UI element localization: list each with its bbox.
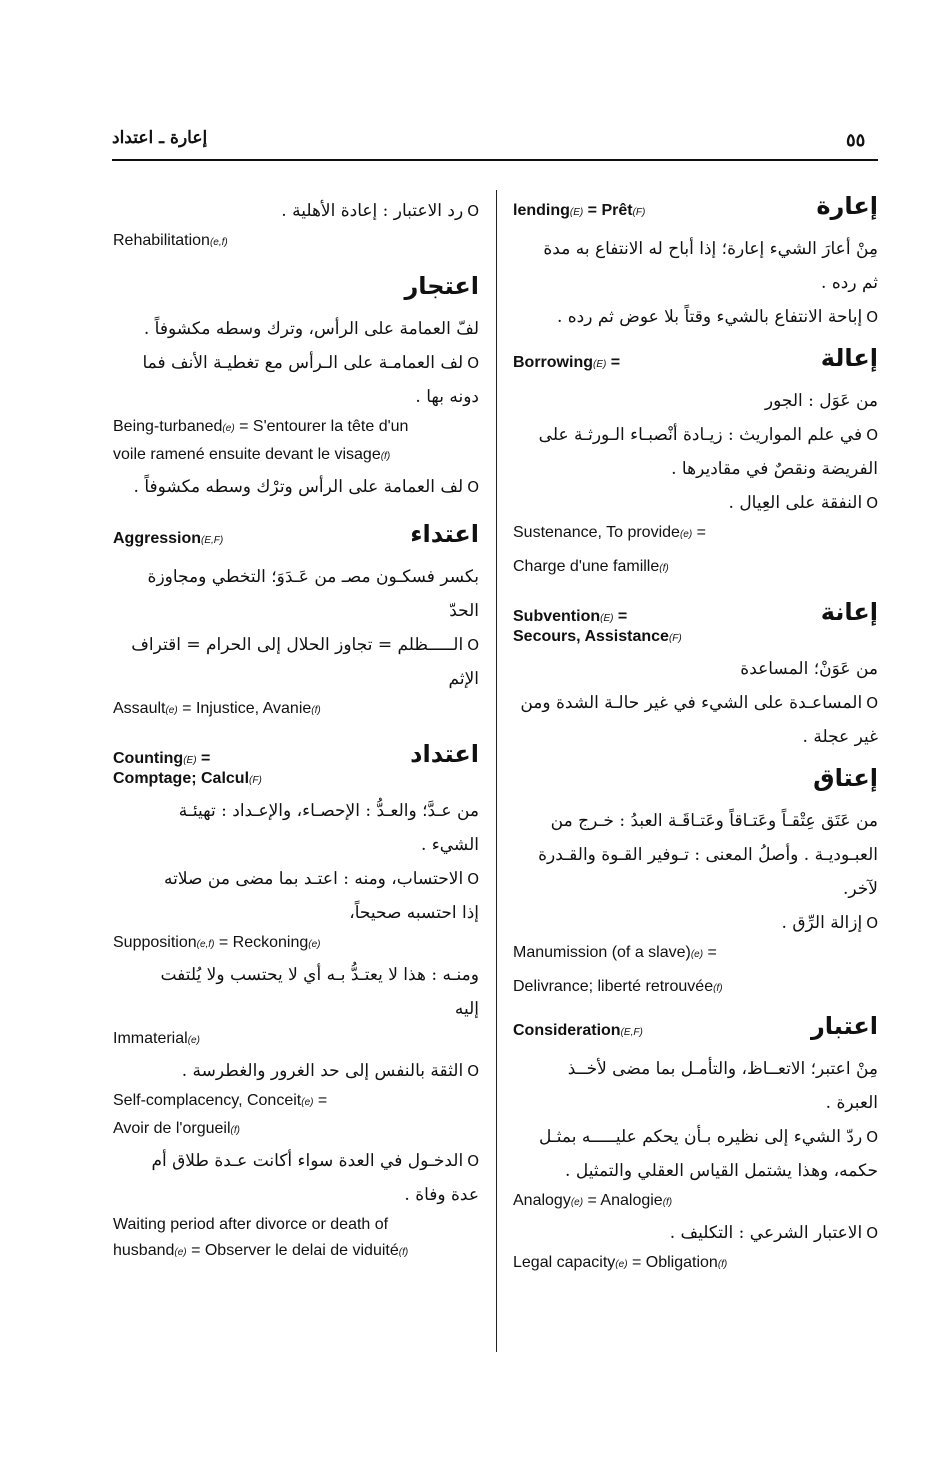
bullet-mark: O <box>866 1128 878 1146</box>
definition-line: من عَوَل : الجور <box>764 391 878 411</box>
bullet-mark: O <box>467 202 479 220</box>
bullet-mark: O <box>866 1224 878 1242</box>
definition-line: لفّ العمامة على الرأس، وترك وسطه مكشوفاً . <box>143 319 479 339</box>
headword-equivalents-fr: Secours, Assistance(F) <box>513 628 682 645</box>
entry-head-itidad <box>113 740 479 780</box>
bullet-line: Oالاحتساب، ومنه : اعتـد بما مضى من صلاته <box>164 869 479 889</box>
entry-head-iala <box>513 344 878 384</box>
translation-line: Analogy(e) = Analogie(f) <box>513 1192 673 1209</box>
bullet-line: Oالنفقة على العِيال . <box>728 493 878 513</box>
definition-line: الشيء . <box>420 835 479 855</box>
headword: إعارة <box>816 192 878 220</box>
bullet-mark: O <box>467 354 479 372</box>
bullet-mark: O <box>866 694 878 712</box>
bullet-mark: O <box>467 870 479 888</box>
translation-line: Supposition(e,f) = Reckoning(e) <box>113 934 321 951</box>
column-divider <box>496 190 497 1352</box>
definition-line: ومنـه : هذا لا يعتـدُّ بـه أي لا يحتسب ولا يُلتفت <box>160 965 479 985</box>
bullet-line: Oلف العمامـة على الـرأس مع تغطيـة الأنف فما <box>142 353 479 373</box>
definition-line: الإثم <box>448 669 479 689</box>
bullet-mark: O <box>467 478 479 496</box>
translation-line: Being-turbaned(e) = S'entourer la tête d'un <box>113 418 409 435</box>
entry-head-itijar <box>113 272 479 312</box>
definition-line: العبـوديـة . وأصلُ المعنى : تـوفير القـوة والقـدرة <box>538 845 878 865</box>
bullet-mark: O <box>467 1062 479 1080</box>
entry-head-itibar <box>513 1012 878 1052</box>
bullet-line: Oإزالة الرِّق . <box>781 913 878 933</box>
definition-line: من عـدَّ؛ والعـدُّ : الإحصـاء، والإعـداد : تهيئـة <box>178 801 479 821</box>
headword-equivalents: Consideration(E,F) <box>513 1022 643 1039</box>
definition-line: بكسر فسكـون مصـ من عَـدَوَ؛ التخطي ومجاوزة <box>147 567 479 587</box>
translation-line: Assault(e) = Injustice, Avanie(f) <box>113 700 321 717</box>
headword-equivalents: Borrowing(E) = <box>513 354 621 371</box>
entry-head-iana <box>513 598 878 638</box>
translation-line: Avoir de l'orgueil(f) <box>113 1120 240 1137</box>
bullet-line: Oردّ الشيء إلى نظيره بـأن يحكم عليـــــه بمثـل <box>538 1127 878 1147</box>
definition-line: إذا احتسبه صحيحاً، <box>349 903 479 923</box>
definition-line: ثم رده . <box>821 273 878 293</box>
translation-line: Self-complacency, Conceit(e) = <box>113 1092 328 1109</box>
bullet-line: Oالدخـول في العدة سواء أكانت عـدة طلاق أم <box>151 1151 479 1171</box>
bullet-mark: O <box>866 914 878 932</box>
translation-line: Legal capacity(e) = Obligation(f) <box>513 1254 728 1271</box>
bullet-mark: O <box>866 494 878 512</box>
headword: إعتاق <box>813 764 878 792</box>
definition-line: غير عجلة . <box>802 727 878 747</box>
bullet-mark: O <box>467 1152 479 1170</box>
headword: إعالة <box>820 344 878 372</box>
bullet-mark: O <box>467 636 479 654</box>
page-number: ٥٥ <box>846 130 866 151</box>
entry-head-itida <box>113 520 479 560</box>
definition-line: حكمه، وهذا يشتمل القياس العقلي والتمثيل . <box>565 1161 878 1181</box>
entry-head-iara <box>513 192 878 232</box>
bullet-mark: O <box>866 426 878 444</box>
definition-line: مِنْ أعارَ الشيء إعارة؛ إذا أباح له الانتفاع به مدة <box>543 239 878 259</box>
entry-head-itaq <box>513 764 878 804</box>
bullet-line: Oالاعتبار الشرعي : التكليف . <box>669 1223 878 1243</box>
headword-equivalents: Aggression(E,F) <box>113 530 224 547</box>
definition-line: مِنْ اعتبر؛ الاتعــاظ، والتأمـل بما مضى لأخــذ <box>567 1059 878 1079</box>
definition-line: إليه <box>454 999 479 1019</box>
definition-line: من عَتَق عِتْقـاً وعَتـاقاً وعَتـاقَـة العبدُ : خـرج من <box>550 811 878 831</box>
translation-line: Waiting period after divorce or death of <box>113 1216 389 1233</box>
bullet-line: Oإباحة الانتفاع بالشيء وقتاً بلا عوض ثم رده . <box>556 307 878 327</box>
headword: إعانة <box>820 598 878 626</box>
definition-line: عدة وفاة . <box>404 1185 479 1205</box>
bullet-line: Oالمساعـدة على الشيء في غير حالـة الشدة ومن <box>520 693 878 713</box>
translation-line: husband(e) = Observer le delai de viduité(f) <box>113 1242 409 1259</box>
headword: اعتبار <box>810 1012 878 1040</box>
headword-equivalents: Counting(E) = <box>113 750 211 767</box>
definition-line: الفريضة ونقصٌ في مقاديرها . <box>671 459 878 479</box>
running-header-title: إعارة ـ اعتداد <box>112 128 208 148</box>
headword-equivalents: Subvention(E) = <box>513 608 628 625</box>
headword-equivalents: lending(E) = Prêt(F) <box>513 202 646 219</box>
definition-line: من عَوَنْ؛ المساعدة <box>740 659 878 679</box>
bullet-line: Oلف العمامة على الرأس وترْك وسطه مكشوفاً . <box>133 477 479 497</box>
headword: اعتجار <box>404 272 479 300</box>
bullet-line: Oالثقة بالنفس إلى حد الغرور والغطرسة . <box>181 1061 479 1081</box>
translation-line: Sustenance, To provide(e) = <box>513 524 706 541</box>
bullet-line: Oفي علم المواريث : زيـادة أنْصبـاء الـورثـة على <box>538 425 878 445</box>
definition-line: دونه بها . <box>415 387 479 407</box>
translation-line: voile ramené ensuite devant le visage(f) <box>113 446 391 463</box>
right-column <box>513 190 878 1278</box>
translation-line: Charge d'une famille(f) <box>513 558 669 575</box>
left-column <box>113 190 479 1266</box>
bullet-line: Oالـــــظلم = تجاوز الحلال إلى الحرام = اقتراف <box>131 635 479 655</box>
bullet-mark: O <box>866 308 878 326</box>
headword-equivalents-fr: Comptage; Calcul(F) <box>113 770 262 787</box>
headword: اعتداء <box>410 520 479 548</box>
headword: اعتداد <box>410 740 479 768</box>
definition-line: لآخر. <box>843 879 878 899</box>
bullet-line: Oرد الاعتبار : إعادة الأهلية . <box>281 201 479 221</box>
translation-line: Rehabilitation(e,f) <box>113 232 228 249</box>
translation-line: Manumission (of a slave)(e) = <box>513 944 717 961</box>
translation-line: Delivrance; liberté retrouvée(f) <box>513 978 723 995</box>
definition-line: العبرة . <box>825 1093 878 1113</box>
translation-line: Immaterial(e) <box>113 1030 200 1047</box>
definition-line: الحدّ <box>449 601 479 621</box>
header-rule <box>112 159 878 161</box>
